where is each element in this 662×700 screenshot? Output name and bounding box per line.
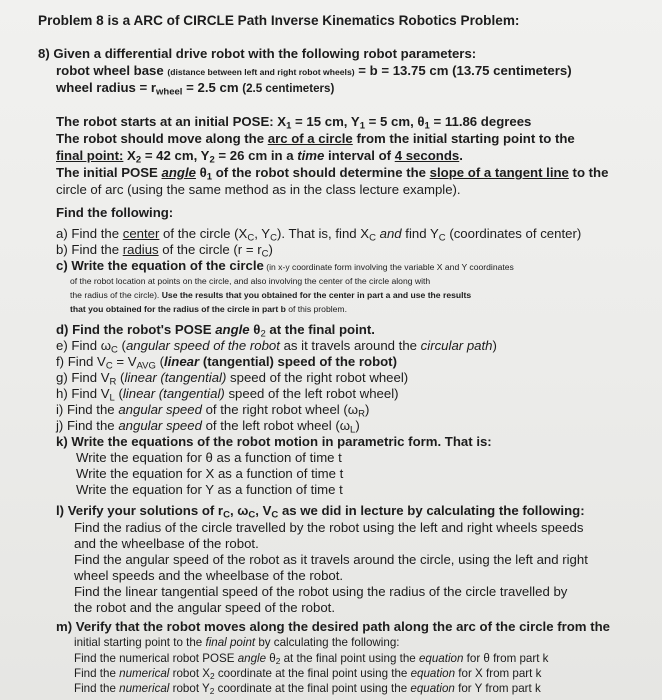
part-i: i) Find the angular speed of the right robot wheel $(\omega_R)$ — [56, 402, 370, 420]
part-c-line-4: that you obtained for the radius of the circle in part b of this problem. — [70, 304, 347, 314]
part-l-radius-2: and the wheelbase of the robot. — [74, 536, 259, 551]
part-j: j) Find the angular speed of the left robot wheel $(\omega_L)$ — [56, 418, 360, 436]
find-heading: Find the following: — [56, 205, 174, 220]
wheel-base-line: robot wheel base (distance between left and right robot wheels) = b = 13.75 cm (13.75 centimeters) — [56, 63, 572, 78]
part-k: k) Write the equations of the robot motion in parametric form. That is: — [56, 434, 492, 449]
part-k-x: Write the equation for X as a function of time t — [76, 466, 344, 481]
arc-path-line: The robot should move along the arc of a circle from the initial starting point to the — [56, 131, 575, 146]
part-m-theta: Find the numerical robot POSE angle $\theta_2$ at the final point using the equation for θ from part k — [74, 652, 549, 667]
part-d: d) Find the robot's POSE angle $\theta_2$ at the final point. — [56, 322, 375, 340]
part-l-angular-2: wheel speeds and the wheelbase of the robot. — [74, 568, 344, 583]
circle-method-line: circle of arc (using the same method as in the class lecture example). — [56, 182, 461, 197]
part-f: f) Find $V_C = V_{AVG}$ (linear (tangential) speed of the robot) — [56, 354, 397, 372]
part-h: h) Find $V_L$ (linear (tangential) speed of the left robot wheel) — [56, 386, 399, 404]
part-l-angular-1: Find the angular speed of the robot as it travels around the circle, using the left and right — [74, 552, 588, 567]
part-m-y: Find the numerical robot $Y_2$ coordinate at the final point using the equation for Y from part k — [74, 682, 541, 697]
part-e: e) Find $\omega_C$ (angular speed of the robot as it travels around the circular path) — [56, 338, 497, 356]
part-b: b) Find the radius of the circle $(r = r_C)$ — [56, 242, 273, 260]
part-l: l) Verify your solutions of $r_C$, $\omega_C$, $V_C$ as we did in lecture by calculating the following: — [56, 503, 585, 521]
part-k-theta: Write the equation for θ as a function of time t — [76, 450, 342, 465]
part-a: a) Find the center of the circle ($X_C$, $Y_C$). That is, find $X_C$ and find $Y_C$ (coordinates of center) — [56, 226, 582, 244]
part-g: g) Find $V_R$ (linear (tangential) speed of the right robot wheel) — [56, 370, 409, 388]
part-c: c) Write the equation of the circle (in x-y coordinate form involving the variable X and Y coordinates — [56, 258, 514, 273]
final-point-line: final point: $X_2 = 42$ cm, $Y_2 = 26$ cm in a time interval of 4 seconds. — [56, 148, 463, 166]
initial-pose-line: The robot starts at an initial POSE: $X_1 = 15$ cm, $Y_1 = 5$ cm, $\theta_1 = 11.86$ degrees — [56, 114, 532, 132]
part-l-linear-1: Find the linear tangential speed of the robot using the radius of the circle travelled by — [74, 584, 568, 599]
part-m-x: Find the numerical robot $X_2$ coordinate at the final point using the equation for X from part k — [74, 667, 542, 682]
part-c-line-2: of the robot location at points on the circle, and also involving the center of the circle along with — [70, 276, 431, 286]
wheel-radius-line: wheel radius = $r_{wheel} = 2.5$ cm (2.5 centimeters) — [56, 80, 335, 98]
part-l-radius-1: Find the radius of the circle travelled by the robot using the left and right wheels speeds — [74, 520, 584, 535]
problem-intro: 8) Given a differential drive robot with the following robot parameters: — [38, 46, 477, 61]
problem-title: Problem 8 is a ARC of CIRCLE Path Inverse Kinematics Robotics Problem: — [38, 13, 520, 28]
part-c-line-3: the radius of the circle). Use the results that you obtained for the center in part a and use the results — [70, 290, 472, 300]
part-k-y: Write the equation for Y as a function of time t — [76, 482, 343, 497]
part-m: m) Verify that the robot moves along the desired path along the arc of the circle from the — [56, 619, 610, 634]
part-m-line-2: initial starting point to the final point by calculating the following: — [74, 636, 400, 649]
initial-angle-line: The initial POSE angle $\theta_1$ of the robot should determine the slope of a tangent line to the — [56, 165, 609, 183]
part-l-linear-2: the robot and the angular speed of the robot. — [74, 600, 336, 615]
